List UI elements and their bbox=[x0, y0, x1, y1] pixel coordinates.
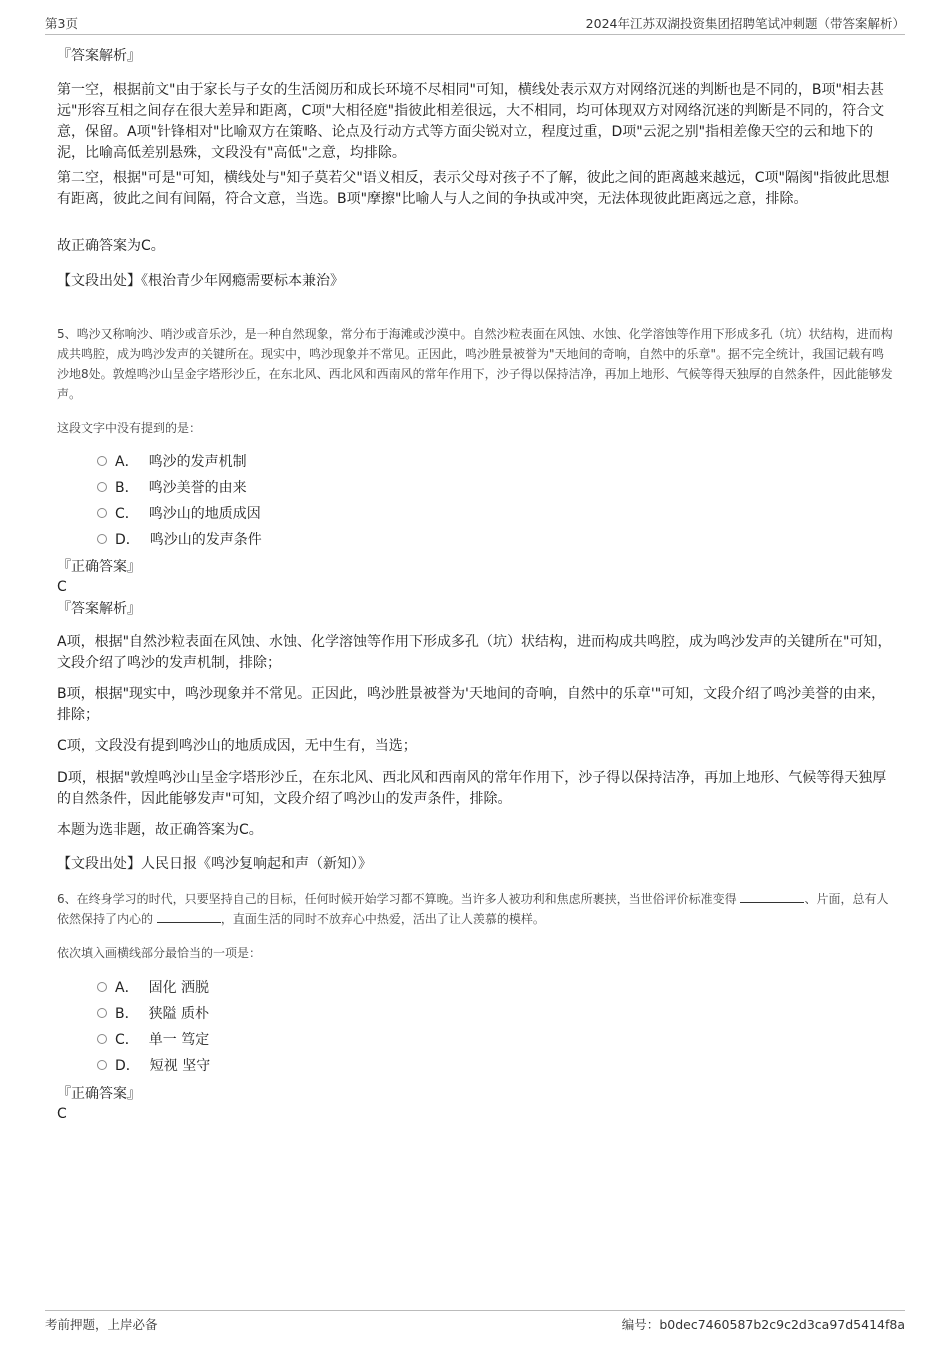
radio-icon[interactable] bbox=[97, 456, 107, 466]
q5-answer-label: 『正确答案』 bbox=[57, 559, 141, 575]
q6-answer-label: 『正确答案』 bbox=[57, 1086, 141, 1102]
q5-analysis-label: 『答案解析』 bbox=[57, 601, 141, 617]
q6-option-b[interactable]: B． 狭隘 质朴 bbox=[97, 1004, 209, 1024]
q5-option-d[interactable]: D． 鸣沙山的发声条件 bbox=[97, 530, 262, 550]
document-code: 编号：b0dec7460587b2c9c2d3ca97d5414f8a bbox=[621, 1317, 905, 1332]
q5-option-b[interactable]: B． 鸣沙美誉的由来 bbox=[97, 478, 247, 498]
page-number: 第3页 bbox=[45, 16, 78, 31]
radio-icon[interactable] bbox=[97, 1034, 107, 1044]
fill-blank-1 bbox=[740, 890, 804, 903]
q6-question: 依次填入画横线部分最恰当的一项是： bbox=[57, 946, 262, 960]
q5-source: 【文段出处】人民日报《鸣沙复响起和声（新知）》 bbox=[57, 856, 372, 872]
fill-blank-2 bbox=[157, 910, 221, 923]
q5-conclusion: 本题为选非题，故正确答案为C。 bbox=[57, 822, 263, 838]
page-header bbox=[45, 14, 905, 35]
q6-option-d[interactable]: D． 短视 坚守 bbox=[97, 1056, 210, 1076]
q6-option-a[interactable]: A． 固化 洒脱 bbox=[97, 978, 209, 998]
q5-analysis-a: A项，根据"自然沙粒表面在风蚀、水蚀、化学溶蚀等作用下形成多孔（坑）状结构，进而构成共鸣腔，成为鸣沙发声的关键所在"可知，文段介绍了鸣沙的发声机制，排除； bbox=[57, 634, 892, 671]
radio-icon[interactable] bbox=[97, 482, 107, 492]
radio-icon[interactable] bbox=[97, 1008, 107, 1018]
q5-option-a[interactable]: A． 鸣沙的发声机制 bbox=[97, 452, 247, 472]
q5-analysis-c: C项，文段没有提到鸣沙山的地质成因，无中生有，当选； bbox=[57, 738, 417, 754]
q6-answer: C bbox=[57, 1106, 67, 1122]
q5-question: 这段文字中没有提到的是： bbox=[57, 421, 202, 435]
q6-option-c[interactable]: C． 单一 笃定 bbox=[97, 1030, 209, 1050]
radio-icon[interactable] bbox=[97, 508, 107, 518]
document-title: 2024年江苏双湖投资集团招聘笔试冲刺题（带答案解析） bbox=[585, 16, 905, 31]
footer-slogan: 考前押题，上岸必备 bbox=[45, 1317, 158, 1332]
page-footer bbox=[45, 1310, 905, 1337]
q6-passage: 6、在终身学习的时代，只要坚持自己的目标，任何时候开始学习都不算晚。当许多人被功利和焦虑所裹挟，当世俗评价标准变得 、片面，总有人依然保持了内心的 ，直面生活的同时不放弃心中热爱，活出了让人羡慕的模样。 bbox=[57, 892, 889, 926]
q5-option-c[interactable]: C． 鸣沙山的地质成因 bbox=[97, 504, 261, 524]
q4-analysis-label: 『答案解析』 bbox=[57, 48, 141, 64]
q5-passage: 5、鸣沙又称响沙、哨沙或音乐沙，是一种自然现象，常分布于海滩或沙漠中。自然沙粒表面在风蚀、水蚀、化学溶蚀等作用下形成多孔（坑）状结构，进而构成共鸣腔，成为鸣沙发声的关键所在。现实中，鸣沙现象并不常见。正因此，鸣沙胜景被誉为"天地间的奇响，自然中的乐章"。据不完全统计，我国记载有鸣沙地8处。敦煌鸣沙山呈金字塔形沙丘，在东北风、西北风和西南风的常年作用下，沙子得以保持洁净，再加上地形、气候等得天独厚的自然条件，因此能够发声。 bbox=[57, 327, 893, 401]
q4-source: 【文段出处】《根治青少年网瘾需要标本兼治》 bbox=[57, 273, 344, 289]
q4-analysis-para-2: 第二空，根据"可是"可知，横线处与"知子莫若父"语义相反，表示父母对孩子不了解，彼此之间的距离越来越远，C项"隔阂"指彼此思想有距离，彼此之间有间隔，符合文意，当选。B项"摩擦"比喻人与人之间的争执或冲突，无法体现彼此距离远之意，排除。 bbox=[57, 170, 890, 207]
q5-answer: C bbox=[57, 579, 67, 595]
radio-icon[interactable] bbox=[97, 982, 107, 992]
radio-icon[interactable] bbox=[97, 1060, 107, 1070]
radio-icon[interactable] bbox=[97, 534, 107, 544]
q4-analysis-para-1: 第一空，根据前文"由于家长与子女的生活阅历和成长环境不尽相同"可知，横线处表示双方对网络沉迷的判断也是不同的，B项"相去甚远"形容互相之间存在很大差异和距离，C项"大相径庭"指彼此相差很远，大不相同，均可体现双方对网络沉迷的判断是不同的，符合文意，保留。A项"针锋相对"比喻双方在策略、论点及行动方式等方面尖锐对立，程度过重，D项"云泥之别"指相差像天空的云和地下的泥，比喻高低差别悬殊，文段没有"高低"之意，均排除。 bbox=[57, 82, 885, 161]
q5-analysis-d: D项，根据"敦煌鸣沙山呈金字塔形沙丘，在东北风、西北风和西南风的常年作用下，沙子得以保持洁净，再加上地形、气候等得天独厚的自然条件，因此能够发声"可知，文段介绍了鸣沙山的发声条件，排除。 bbox=[57, 770, 887, 807]
q4-conclusion: 故正确答案为C。 bbox=[57, 238, 165, 254]
q5-analysis-b: B项，根据"现实中，鸣沙现象并不常见。正因此，鸣沙胜景被誉为'天地间的奇响，自然中的乐章'"可知，文段介绍了鸣沙美誉的由来，排除； bbox=[57, 686, 886, 723]
